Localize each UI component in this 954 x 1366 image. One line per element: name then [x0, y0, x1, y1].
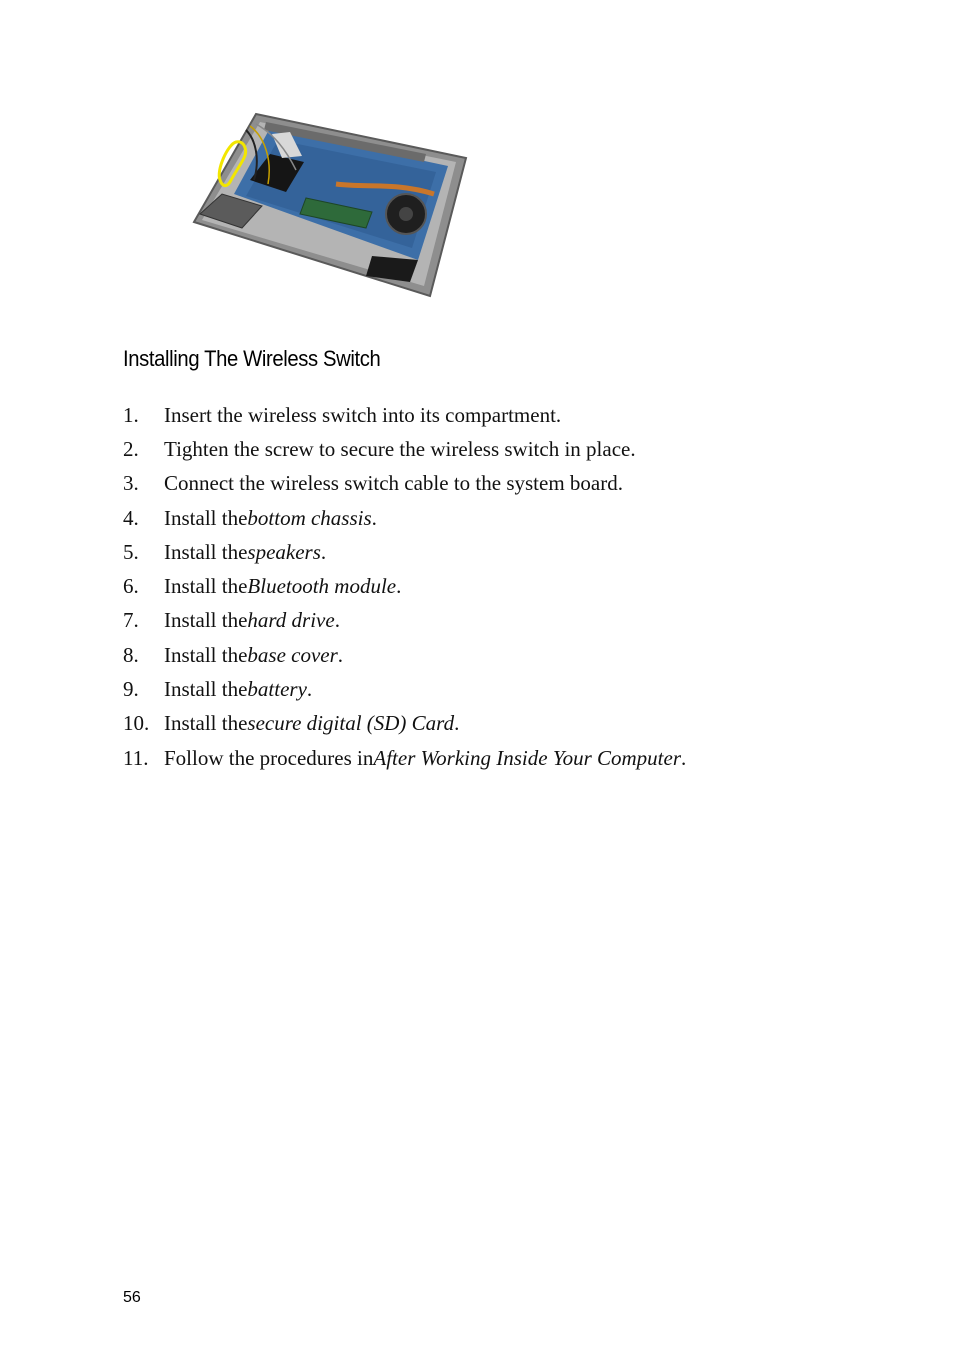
step-suffix: . — [681, 745, 687, 770]
step-number: 5. — [123, 539, 139, 564]
page-number: 56 — [123, 1289, 141, 1306]
list-item — [123, 604, 686, 638]
list-item — [123, 638, 686, 672]
step-emphasis[interactable]: bottom chassis — [247, 505, 372, 530]
section-title: Installing The Wireless Switch — [123, 346, 381, 371]
step-text: Install the — [164, 711, 248, 736]
list-item — [123, 707, 686, 741]
step-emphasis[interactable]: After Working Inside Your Computer — [373, 745, 682, 770]
step-text: Install the — [164, 574, 248, 599]
step-suffix: . — [337, 642, 344, 667]
step-suffix: . — [454, 711, 460, 736]
step-text: Connect the wireless switch cable to the system board. — [164, 471, 623, 496]
step-suffix: . — [371, 505, 377, 530]
installation-steps-list — [123, 398, 686, 775]
step-text: Install the — [164, 505, 248, 530]
step-suffix: . — [396, 574, 402, 599]
step-number: 6. — [123, 574, 139, 599]
step-suffix: . — [320, 539, 327, 564]
step-number: 3. — [123, 471, 139, 496]
list-item — [123, 501, 686, 535]
step-emphasis[interactable]: speakers — [247, 539, 321, 564]
list-item — [123, 535, 686, 569]
step-number: 11. — [123, 745, 149, 770]
step-suffix: . — [334, 608, 340, 633]
list-item — [123, 398, 686, 432]
list-item — [123, 569, 686, 603]
laptop-internals-photo — [186, 110, 468, 300]
step-number: 7. — [123, 608, 139, 633]
step-number: 1. — [123, 402, 139, 427]
step-emphasis[interactable]: base cover — [247, 642, 338, 667]
step-text: Install the — [164, 539, 248, 564]
step-text: Insert the wireless switch into its compartment. — [164, 402, 562, 427]
step-text: Follow the procedures in — [164, 745, 374, 770]
step-emphasis[interactable]: battery — [247, 677, 307, 702]
step-emphasis[interactable]: hard drive — [247, 608, 335, 633]
step-emphasis[interactable]: secure digital (SD) Card — [247, 711, 455, 736]
list-item — [123, 741, 686, 775]
step-number: 2. — [123, 436, 139, 461]
step-suffix: . — [306, 677, 313, 702]
step-text: Install the — [164, 677, 248, 702]
step-text: Install the — [164, 642, 248, 667]
step-emphasis[interactable]: Bluetooth module — [247, 574, 397, 599]
list-item — [123, 432, 686, 466]
step-text: Tighten the screw to secure the wireless switch in place. — [164, 436, 636, 461]
step-number: 8. — [123, 642, 139, 667]
list-item — [123, 467, 686, 501]
step-number: 4. — [123, 505, 139, 530]
step-text: Install the — [164, 608, 248, 633]
step-number: 9. — [123, 677, 139, 702]
list-item — [123, 672, 686, 706]
step-number: 10. — [123, 711, 150, 736]
